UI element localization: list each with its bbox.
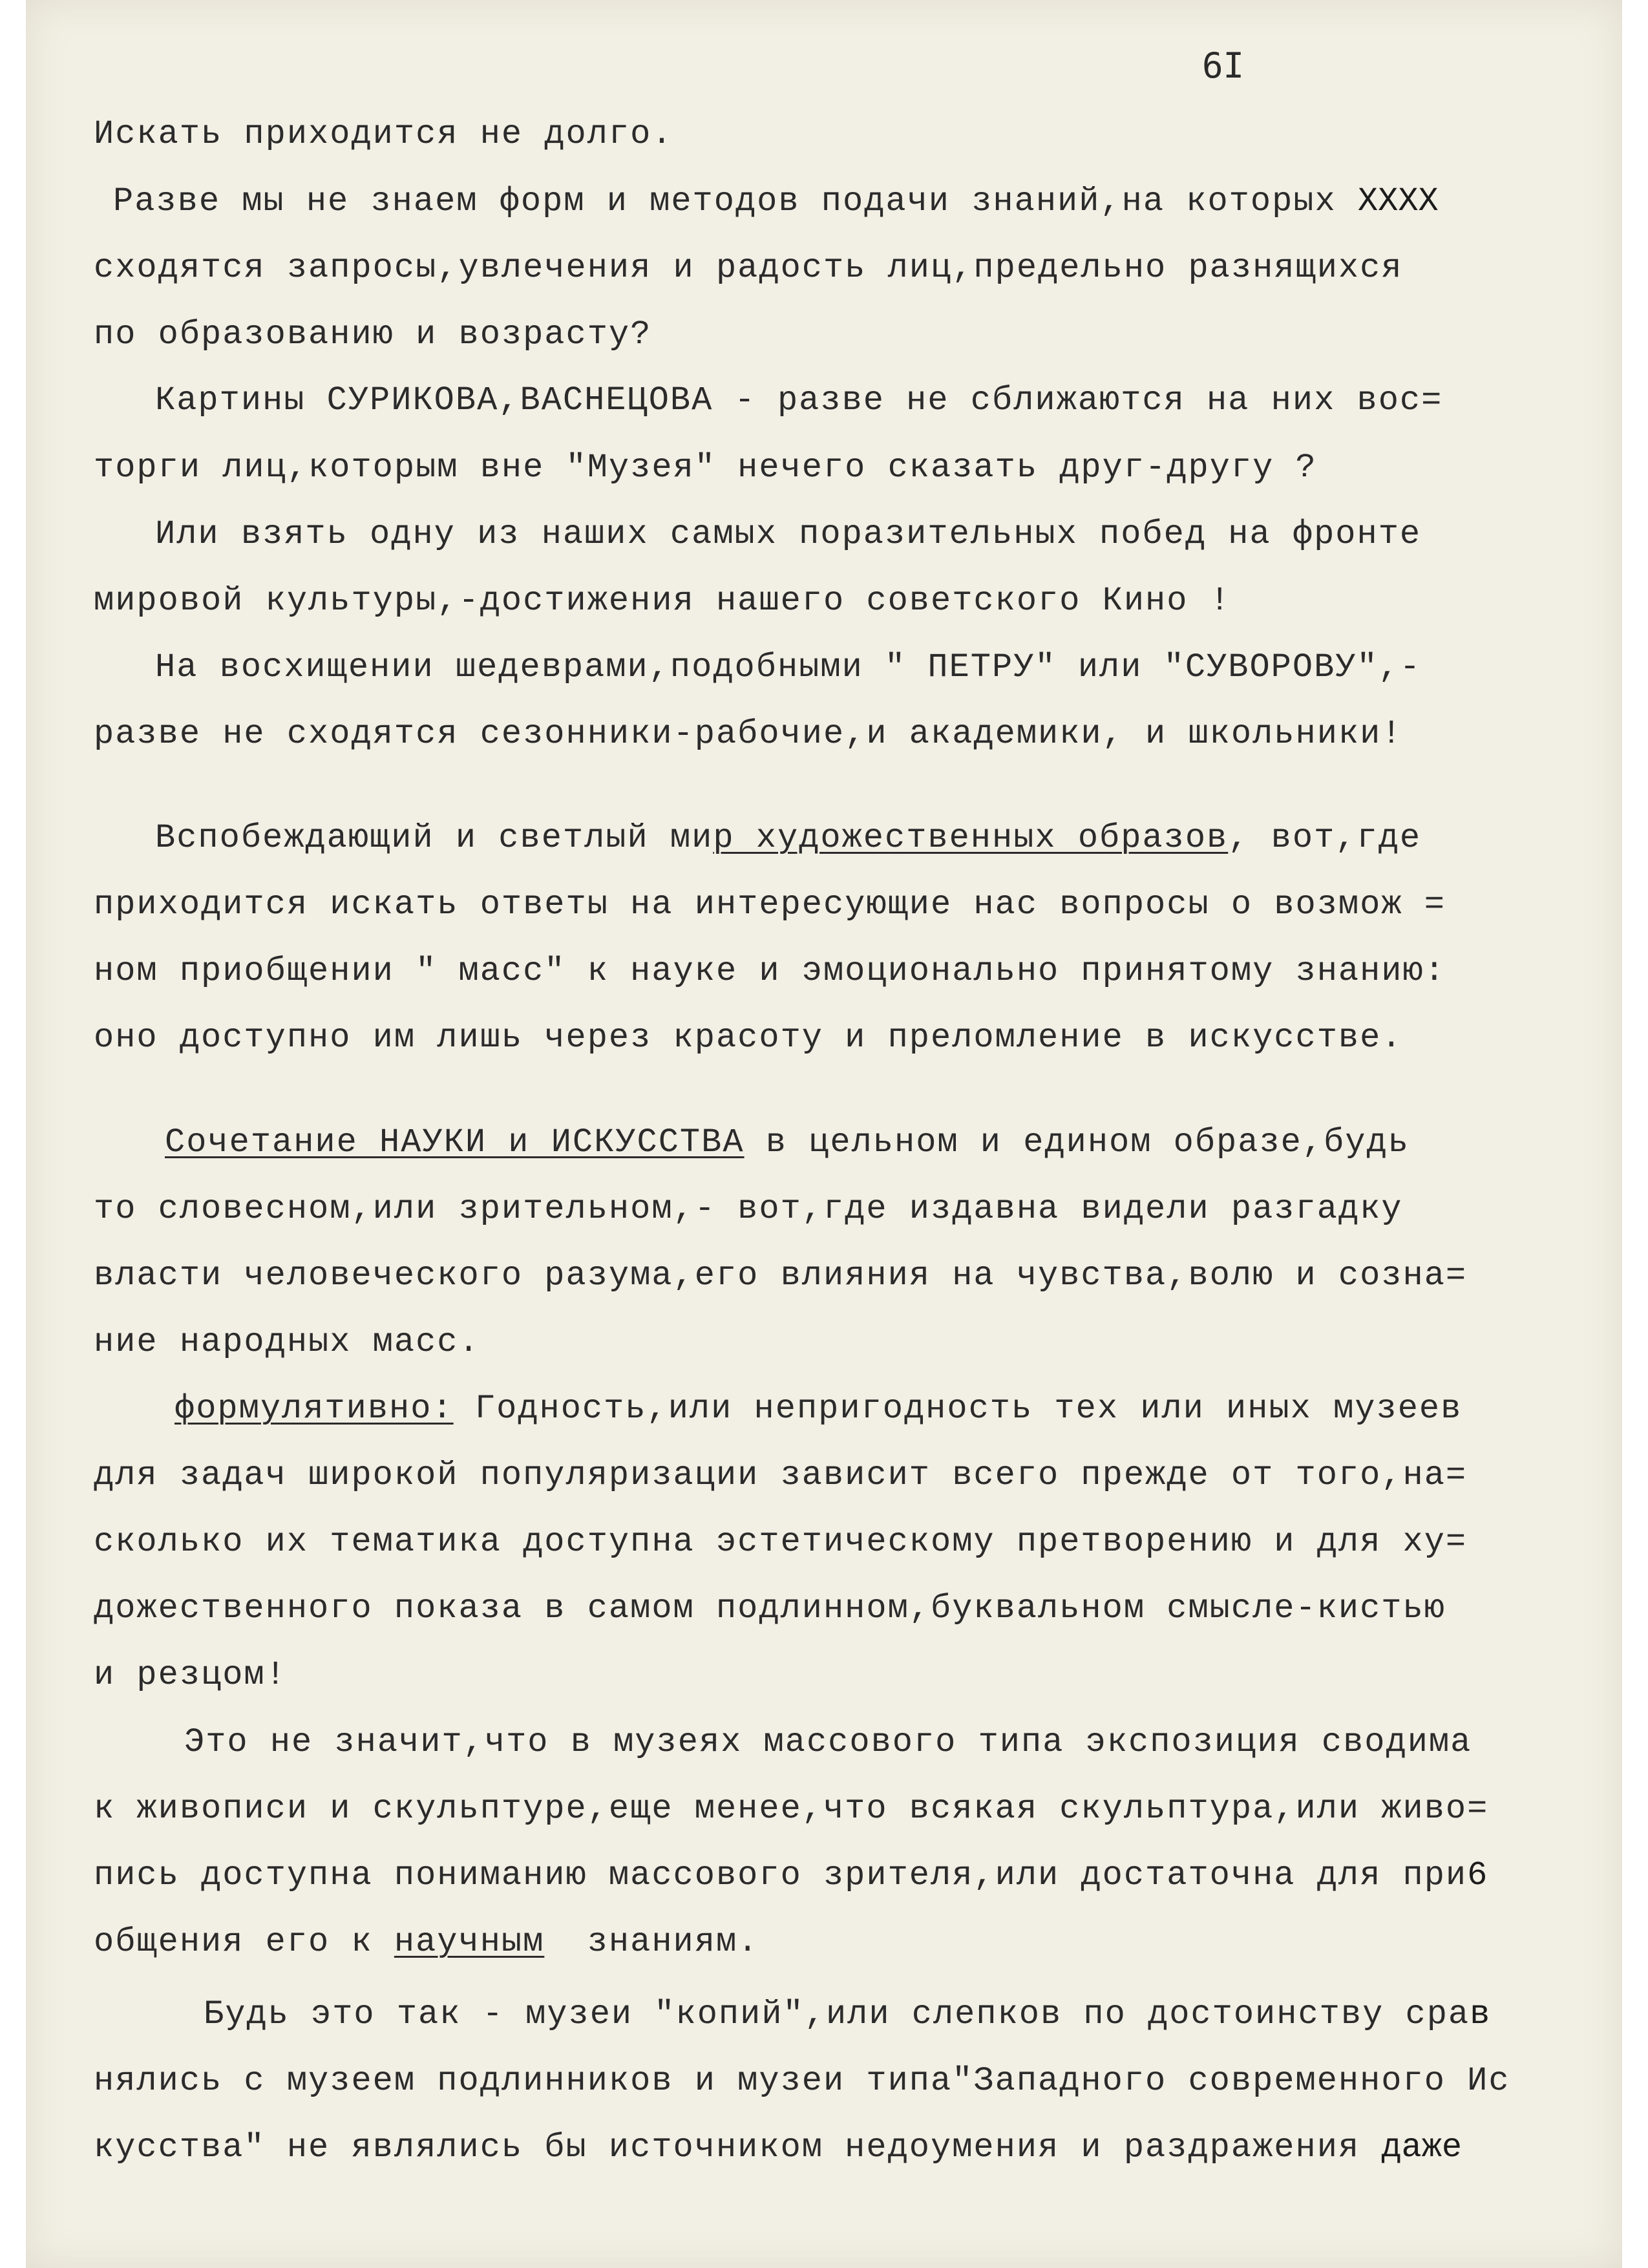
text-line-15 xyxy=(165,1123,1410,1161)
text-line-3: сходятся запросы,увлечения и радость лиц,предельно разнящихся xyxy=(94,249,1403,287)
text-line-27-start: общения его к xyxy=(94,1923,394,1961)
underlined-word: научным xyxy=(394,1923,545,1961)
text-line-16: то словесном,или зрительном,- вот,где издавна видели разгадку xyxy=(94,1190,1403,1228)
text-line-30 xyxy=(94,2128,1462,2167)
text-line-1: Искать приходится не долго. xyxy=(94,115,673,153)
text-line-21: сколько их тематика доступна эстетическому претворению и для ху= xyxy=(94,1523,1468,1561)
text-line-13: ном приобщении " масс" к науке и эмоционально принятому знанию: xyxy=(94,952,1446,990)
text-line-15-end: в цельном и едином образе,будь xyxy=(744,1123,1410,1161)
text-line-24: Это не значит,что в музеях массового типа экспозиция сводима xyxy=(184,1723,1472,1761)
text-line-22: дожественного показа в самом подлинном,буквальном смысле-кистью xyxy=(94,1589,1446,1627)
text-line-11 xyxy=(155,819,1421,857)
strikeout-mark: 6 xyxy=(1467,1856,1488,1894)
text-line-4: по образованию и возрасту? xyxy=(94,315,652,354)
underlined-phrase: р художественных образов xyxy=(713,819,1229,857)
strikeout-mark: даже xyxy=(1381,2128,1463,2167)
text-line-26 xyxy=(94,1856,1487,1894)
text-line-11-end: , вот,где xyxy=(1228,819,1422,857)
text-line-27 xyxy=(94,1923,759,1961)
text-line-9: На восхищении шедеврами,подобными " ПЕТРУ" или "СУВОРОВУ",- xyxy=(155,648,1422,686)
text-line-7: Или взять одну из наших самых поразительных побед на фронте xyxy=(155,515,1422,553)
strikeout-mark: в xyxy=(1470,1995,1490,2033)
text-line-26-body: пись доступна пониманию массового зрителя,или достаточна для при xyxy=(94,1856,1468,1894)
text-line-19-end: Годность,или непригодность тех или иных музеев xyxy=(453,1390,1463,1428)
text-line-28 xyxy=(204,1995,1490,2033)
text-line-23: и резцом! xyxy=(94,1656,287,1694)
text-line-18: ние народных масс. xyxy=(94,1323,480,1361)
text-line-6: торги лиц,которым вне "Музея" нечего сказать друг-другу ? xyxy=(94,449,1317,487)
text-line-10: разве не сходятся сезонники-рабочие,и академики, и школьники! xyxy=(94,715,1403,753)
text-line-2 xyxy=(113,182,1439,220)
text-line-19 xyxy=(174,1390,1462,1428)
text-line-2-body: Разве мы не знаем форм и методов подачи знаний,на которых xyxy=(113,182,1358,220)
text-line-17: власти человеческого разума,его влияния на чувства,волю и созна= xyxy=(94,1256,1468,1295)
text-line-29: нялись с музеем подлинников и музеи типа"Западного современного Ис xyxy=(94,2062,1510,2100)
text-line-14: оно доступно им лишь через красоту и преломление в искусстве. xyxy=(94,1019,1403,1057)
text-line-28-body: Будь это так - музеи "копий",или слепков по достоинству сра xyxy=(204,1995,1470,2033)
text-line-25: к живописи и скульптуре,еще менее,что всякая скульптура,или живо= xyxy=(94,1790,1489,1828)
page-number: 6I xyxy=(1202,45,1245,86)
text-line-12: приходится искать ответы на интересующие нас вопросы о возмож = xyxy=(94,885,1446,924)
text-line-30-body: кусства" не являлись бы источником недоумения и раздражения xyxy=(94,2128,1382,2167)
text-line-8: мировой культуры,-достижения нашего советского Кино ! xyxy=(94,582,1231,620)
text-line-11-start: Вспобеждающий и светлый ми xyxy=(155,819,713,857)
underlined-phrase: Сочетание НАУКИ и ИСКУССТВА xyxy=(165,1123,745,1161)
underlined-phrase: формулятивно: xyxy=(174,1390,454,1428)
typewritten-page xyxy=(26,0,1622,2268)
strikeout-mark: XXXX xyxy=(1357,182,1439,220)
text-line-5: Картины СУРИКОВА,ВАСНЕЦОВА - разве не сближаются на них вос= xyxy=(155,381,1443,419)
text-line-20: для задач широкой популяризации зависит всего прежде от того,на= xyxy=(94,1456,1468,1494)
text-line-27-end: знаниям. xyxy=(544,1923,759,1961)
